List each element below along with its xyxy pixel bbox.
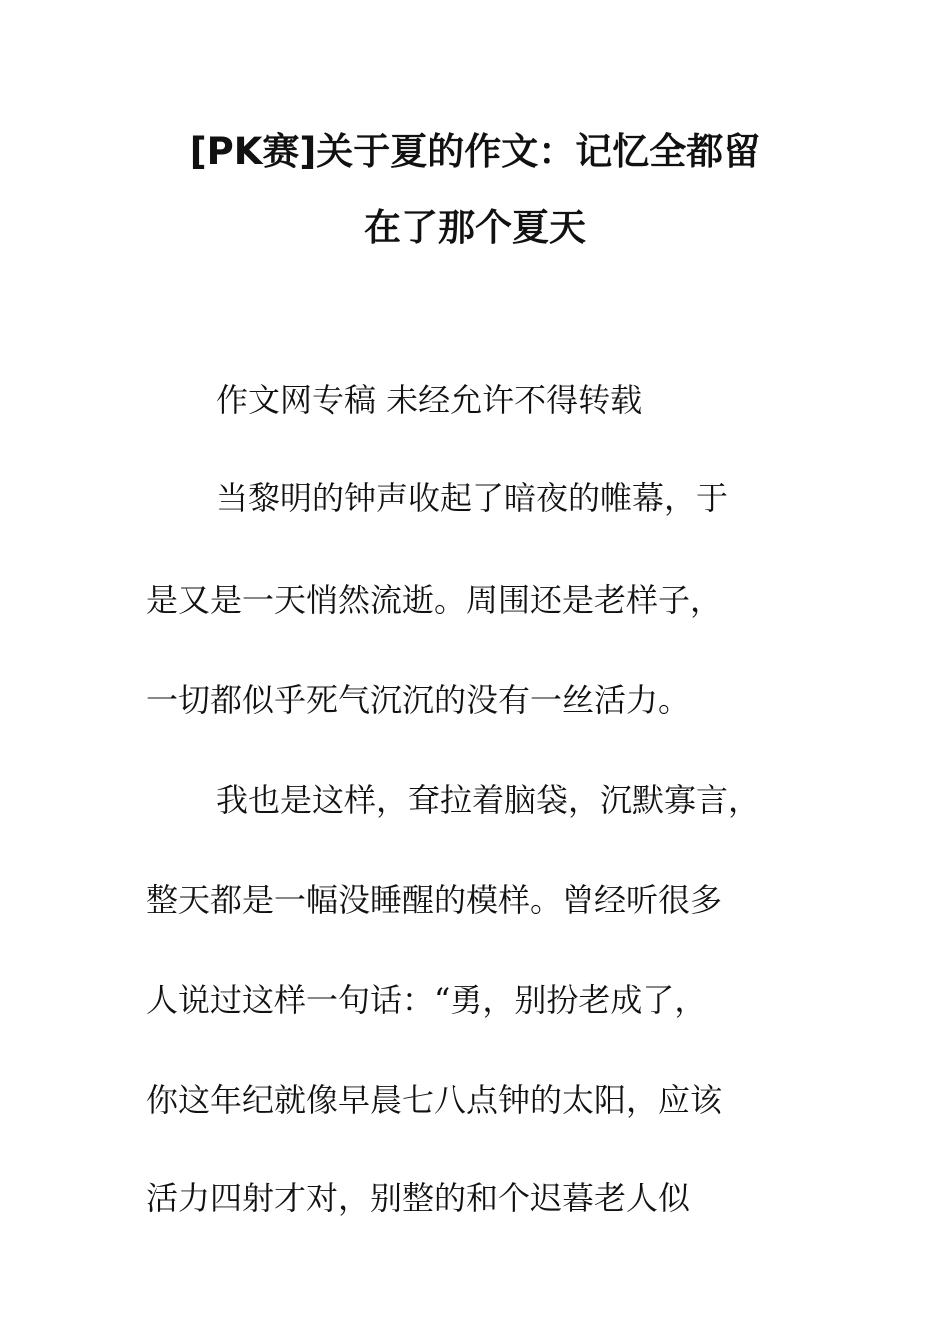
body-line-2: 是又是一天悄然流逝。周围还是老样子， — [146, 581, 723, 619]
body-line-5: 整天都是一幅没睡醒的模样。曾经听很多 — [146, 881, 723, 919]
body-line-6: 人说过这样一句话：“勇，别扮老成了， — [146, 981, 707, 1019]
body-line-8: 活力四射才对，别整的和个迟暮老人似 — [146, 1179, 691, 1217]
body-line-3: 一切都似乎死气沉沉的没有一丝活力。 — [146, 681, 691, 719]
body-line-7: 你这年纪就像早晨七八点钟的太阳，应该 — [146, 1081, 723, 1119]
document-title-line-1: [PK赛]关于夏的作文：记忆全都留 — [189, 130, 761, 173]
body-line-source-note: 作文网专稿 未经允许不得转载 — [216, 381, 643, 419]
body-line-1: 当黎明的钟声收起了暗夜的帷幕，于 — [216, 479, 729, 517]
document-title-line-2: 在了那个夏天 — [364, 206, 586, 249]
body-line-4: 我也是这样，耷拉着脑袋，沉默寡言， — [216, 781, 761, 819]
